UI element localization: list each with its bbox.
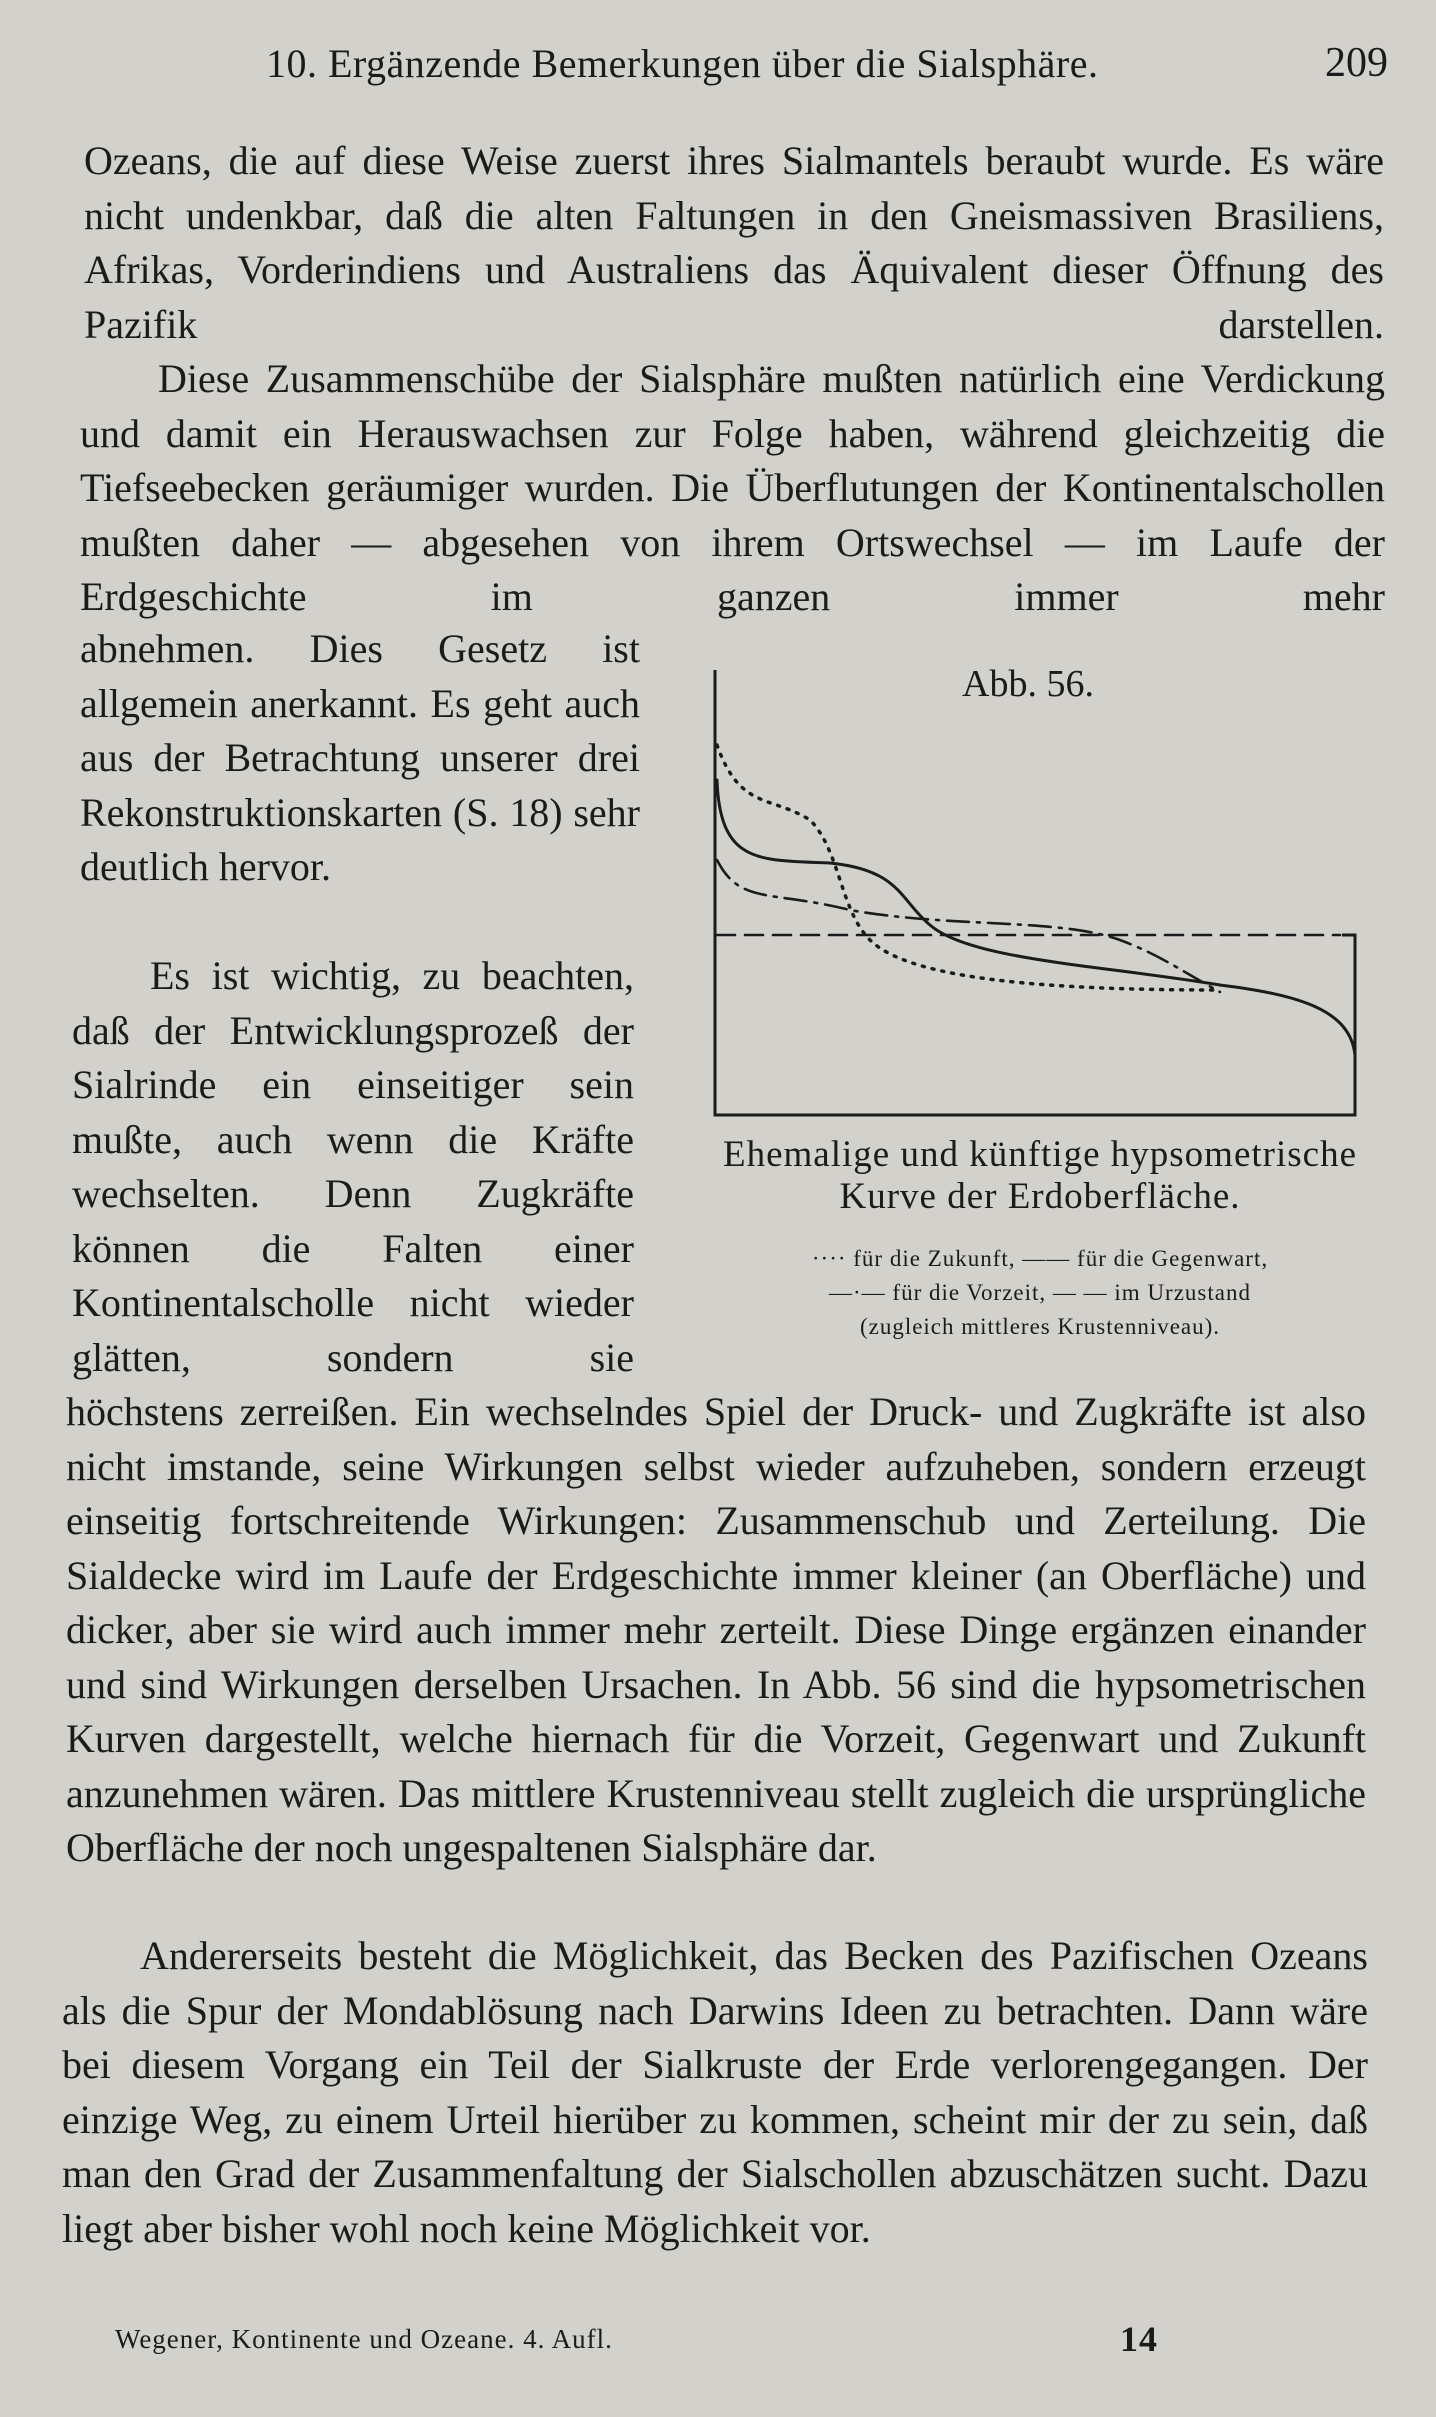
- paragraph-3-beside-figure: Es ist wichtig, zu beachten, daß der Entwicklungsprozeß der Sialrinde ein einseitiger sein mußte, auch wenn die Kräfte wechselten. Denn Zugkräfte können die Falten einer Kontinentalscholle nicht wieder glätten, sondern sie: [72, 953, 634, 1380]
- legend-line-2: —·— für die Vorzeit, — — im Urzustand: [829, 1280, 1251, 1305]
- page-footer: [115, 2319, 1356, 2359]
- legend-line-1: ···· für die Zukunft, —— für die Gegenwart,: [811, 1246, 1269, 1271]
- hypsometric-chart: [700, 650, 1380, 1130]
- figure-legend: [700, 1242, 1380, 1344]
- chart-series: [717, 745, 1355, 1055]
- page-number: 209: [1325, 40, 1388, 86]
- paragraph-2: Diese Zusammenschübe der Sialsphäre mußten natürlich eine Verdickung und damit ein Herauswachsen zur Folge haben, während gleichzeitig die Tiefseebecken geräumiger wurden. Die Überflutungen der Kontinentalschollen mußten daher — abgesehen von ihrem Ortswechsel — im Laufe der Erdgeschichte im ganzen immer mehr: [80, 356, 1385, 619]
- figure-label: Abb. 56.: [962, 663, 1094, 705]
- signature-number: 14: [1120, 2319, 1158, 2359]
- paragraph-2-continued: abnehmen. Dies Gesetz ist allgemein anerkannt. Es geht auch aus der Betrachtung unserer drei Rekonstruktionskarten (S. 18) sehr deutlich hervor.: [80, 626, 640, 889]
- figure-caption: Ehemalige und künftige hypsometrische Kurve der Erdoberfläche.: [723, 1134, 1357, 1217]
- chart-axes: [715, 670, 1355, 1115]
- series-line-dash-dot: [717, 860, 1220, 992]
- running-title: 10. Ergänzende Bemerkungen über die Sialsphäre.: [266, 40, 1099, 86]
- paragraph-3-continued: höchstens zerreißen. Ein wechselndes Spiel der Druck- und Zugkräfte ist also nicht imstande, seine Wirkungen selbst wieder aufzuheben, sondern erzeugt einseitig fortschreitende Wirkungen: Zusammenschub und Zerteilung. Die Sialdecke wird im Laufe der Erdgeschichte immer kleiner (an Oberfläche) und dicker, aber sie wird auch immer mehr zerteilt. Diese Dinge ergänzen einander und sind Wirkungen derselben Ursachen. In Abb. 56 sind die hypsometrischen Kurven dargestellt, welche hiernach für die Vorzeit, Gegenwart und Zukunft anzunehmen wären. Das mittlere Krustenniveau stellt zugleich die ursprüngliche Oberfläche der noch ungespaltenen Sialsphäre dar.: [66, 1389, 1366, 1870]
- paragraph-4: Andererseits besteht die Möglichkeit, das Becken des Pazifischen Ozeans als die Spur der Mondablösung nach Darwins Ideen zu betrachten. Dann wäre bei diesem Vorgang ein Teil der Sialkruste der Erde verlorengegangen. Der einzige Weg, zu einem Urteil hierüber zu kommen, scheint mir der zu sein, daß man den Grad der Zusammenfaltung der Sialschollen abzuschätzen sucht. Dazu liegt aber bisher wohl noch keine Möglichkeit vor.: [62, 1933, 1368, 2251]
- chart-frame: [715, 670, 1355, 1115]
- series-line-dotted: [717, 745, 1220, 990]
- footer-citation: Wegener, Kontinente und Ozeane. 4. Aufl.: [115, 2324, 613, 2354]
- paragraph-1: Ozeans, die auf diese Weise zuerst ihres Sialmantels beraubt wurde. Es wäre nicht undenkbar, daß die alten Faltungen in den Gneismassiven Brasiliens, Afrikas, Vorderindiens und Australiens das Äquivalent dieser Öffnung des Pazifik darstellen.: [84, 138, 1384, 347]
- legend-line-3: (zugleich mittleres Krustenniveau).: [859, 1314, 1221, 1339]
- running-header: [90, 28, 1388, 98]
- series-line-solid: [717, 780, 1355, 1055]
